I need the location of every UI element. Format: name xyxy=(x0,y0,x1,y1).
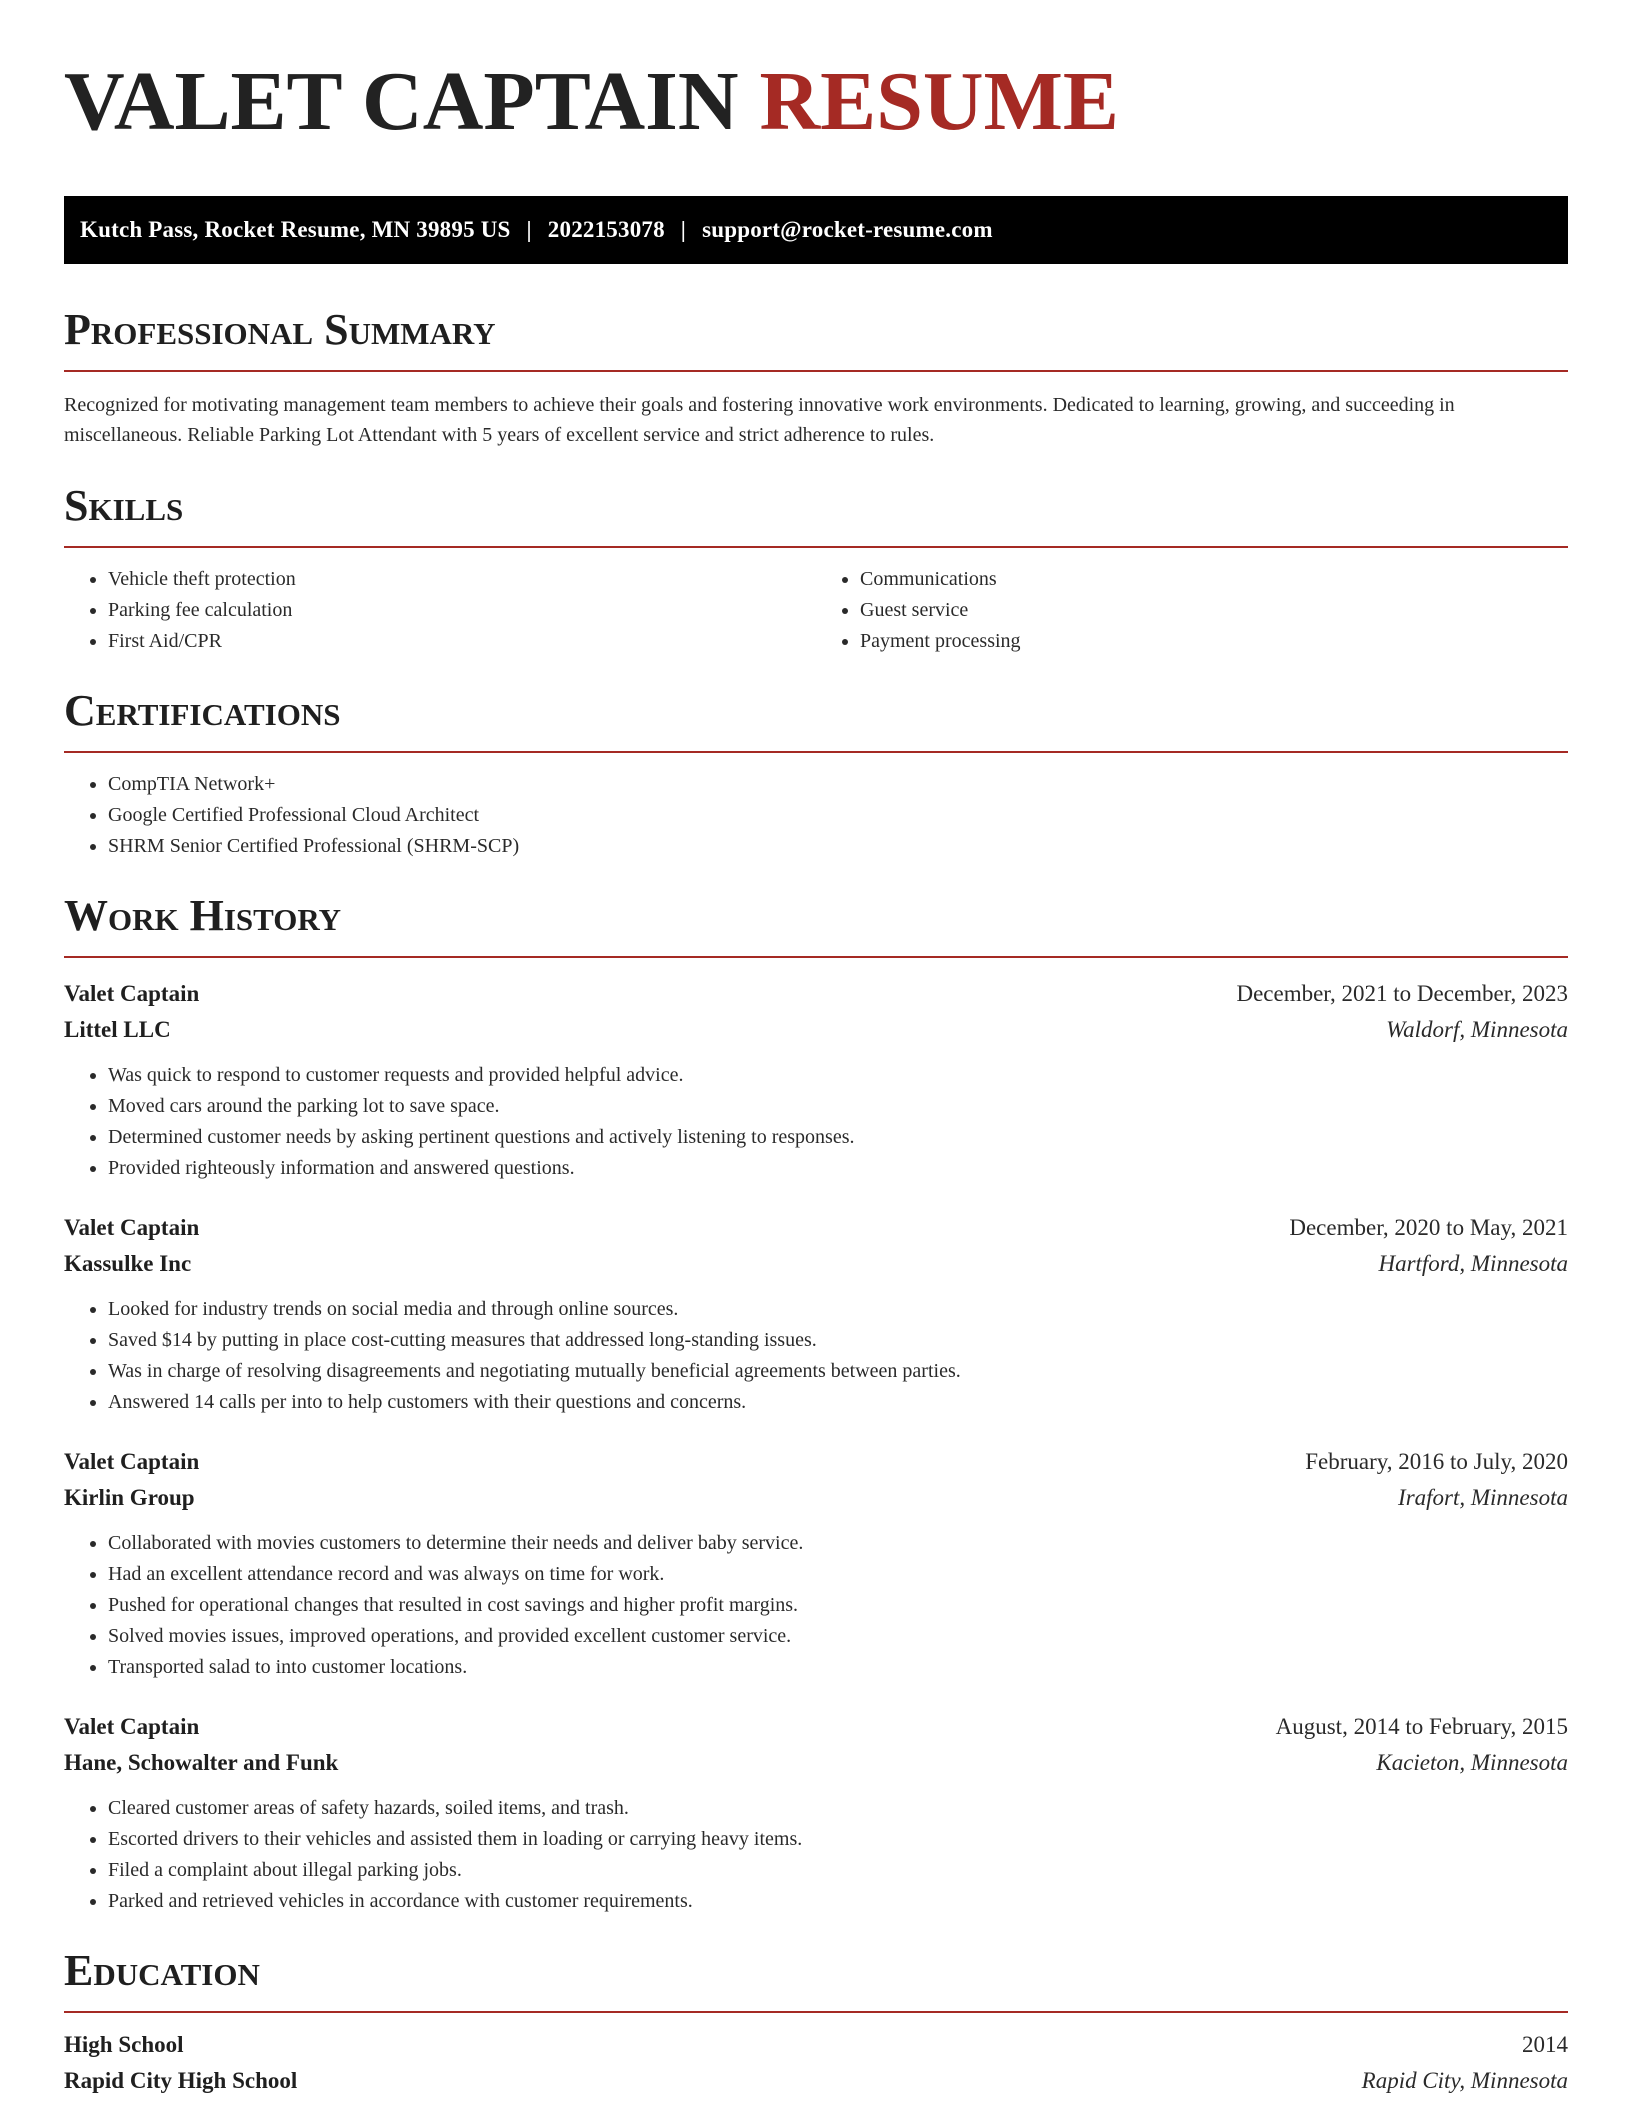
title-role: VALET CAPTAIN xyxy=(64,55,739,148)
section-title-certifications: Certifications xyxy=(64,686,341,735)
job-bullet: • Cleared customer areas of safety hazards, soiled items, and trash. xyxy=(108,1793,1568,1824)
section-title-education: Education xyxy=(64,1946,260,1995)
skills-section xyxy=(64,478,1568,657)
section-divider xyxy=(64,370,1568,372)
job-bullet: • Had an excellent attendance record and was always on time for work. xyxy=(108,1559,1568,1590)
skill-item: • Payment processing xyxy=(860,626,1568,657)
job-dates: February, 2016 to July, 2020 xyxy=(1305,1449,1568,1474)
work-history-section xyxy=(64,888,1568,1917)
job-entry xyxy=(64,1444,1568,1683)
job-bullets xyxy=(64,1294,1568,1418)
contact-bar xyxy=(64,196,1568,264)
contact-email[interactable]: support@rocket-resume.com xyxy=(702,217,993,242)
education-school: Rapid City High School xyxy=(64,2068,298,2093)
job-bullets xyxy=(64,1793,1568,1917)
job-entry xyxy=(64,1210,1568,1418)
job-bullet: • Determined customer needs by asking pertinent questions and actively listening to responses. xyxy=(108,1122,1568,1153)
job-bullet: • Filed a complaint about illegal parking jobs. xyxy=(108,1855,1568,1886)
job-title: Valet Captain xyxy=(64,1714,200,1739)
job-location: Kacieton, Minnesota xyxy=(1376,1750,1568,1775)
job-dates: August, 2014 to February, 2015 xyxy=(1275,1714,1568,1739)
job-entry xyxy=(64,976,1568,1184)
education-entry xyxy=(64,2027,1568,2099)
contact-address: Kutch Pass, Rocket Resume, MN 39895 US xyxy=(80,217,511,242)
certification-item: • CompTIA Network+ xyxy=(108,769,1568,800)
section-title-work-history: Work History xyxy=(64,891,342,940)
job-bullet: • Moved cars around the parking lot to save space. xyxy=(108,1091,1568,1122)
skill-item: • First Aid/CPR xyxy=(108,626,816,657)
section-divider xyxy=(64,956,1568,958)
job-dates: December, 2021 to December, 2023 xyxy=(1236,981,1568,1006)
job-title: Valet Captain xyxy=(64,1449,200,1474)
job-company: Littel LLC xyxy=(64,1017,171,1042)
education-degree: High School xyxy=(64,2032,184,2057)
job-bullet: • Solved movies issues, improved operations, and provided excellent customer service. xyxy=(108,1621,1568,1652)
skills-list-left xyxy=(64,564,816,657)
job-bullet: • Was quick to respond to customer requests and provided helpful advice. xyxy=(108,1060,1568,1091)
contact-separator: | xyxy=(680,217,687,242)
skill-item: • Guest service xyxy=(860,595,1568,626)
job-bullet: • Was in charge of resolving disagreements and negotiating mutually beneficial agreements between parties. xyxy=(108,1356,1568,1387)
resume-title xyxy=(64,48,1568,156)
job-bullets xyxy=(64,1060,1568,1184)
skill-item: • Communications xyxy=(860,564,1568,595)
job-location: Irafort, Minnesota xyxy=(1398,1485,1568,1510)
job-bullet: • Parked and retrieved vehicles in accordance with customer requirements. xyxy=(108,1886,1568,1917)
skills-grid xyxy=(64,548,1568,657)
section-title-skills: Skills xyxy=(64,481,184,530)
summary-text: Recognized for motivating management team members to achieve their goals and fostering innovative work environments. Dedicated to learning, growing, and succeeding in miscellaneous. Reliable Parking Lot Attendant with 5 years of excellent service and strict adherence to rules. xyxy=(64,394,1455,446)
job-bullets xyxy=(64,1528,1568,1683)
education-location: Rapid City, Minnesota xyxy=(1361,2068,1568,2093)
contact-separator: | xyxy=(526,217,532,242)
job-title: Valet Captain xyxy=(64,1215,200,1240)
job-bullet: • Collaborated with movies customers to determine their needs and deliver baby service. xyxy=(108,1528,1568,1559)
certification-item: • SHRM Senior Certified Professional (SHRM-SCP) xyxy=(108,831,1568,862)
job-company: Hane, Schowalter and Funk xyxy=(64,1750,339,1775)
certification-item: • Google Certified Professional Cloud Architect xyxy=(108,800,1568,831)
education-section xyxy=(64,1943,1568,2099)
job-company: Kirlin Group xyxy=(64,1485,195,1510)
section-title-summary: Professional Summary xyxy=(64,305,496,354)
job-location: Hartford, Minnesota xyxy=(1378,1251,1568,1276)
job-bullet: • Looked for industry trends on social media and through online sources. xyxy=(108,1294,1568,1325)
job-bullet: • Pushed for operational changes that resulted in cost savings and higher profit margins. xyxy=(108,1590,1568,1621)
job-location: Waldorf, Minnesota xyxy=(1386,1017,1568,1042)
job-bullet: • Provided righteously information and answered questions. xyxy=(108,1153,1568,1184)
job-entry xyxy=(64,1709,1568,1917)
section-divider xyxy=(64,751,1568,753)
skill-item: • Parking fee calculation xyxy=(108,595,816,626)
skills-list-right xyxy=(816,564,1568,657)
education-year: 2014 xyxy=(1522,2032,1568,2057)
certifications-list xyxy=(64,769,1568,862)
job-bullet: • Transported salad to into customer locations. xyxy=(108,1652,1568,1683)
skill-item: • Vehicle theft protection xyxy=(108,564,816,595)
summary-section xyxy=(64,302,1568,450)
job-title: Valet Captain xyxy=(64,981,200,1006)
title-resume-word: RESUME xyxy=(759,55,1119,148)
job-company: Kassulke Inc xyxy=(64,1251,192,1276)
contact-phone: 2022153078 xyxy=(547,217,665,242)
certifications-section xyxy=(64,683,1568,862)
job-bullet: • Escorted drivers to their vehicles and assisted them in loading or carrying heavy items. xyxy=(108,1824,1568,1855)
job-bullet: • Saved $14 by putting in place cost-cutting measures that addressed long-standing issues. xyxy=(108,1325,1568,1356)
section-divider xyxy=(64,2011,1568,2013)
job-dates: December, 2020 to May, 2021 xyxy=(1289,1215,1568,1240)
job-bullet: • Answered 14 calls per into to help customers with their questions and concerns. xyxy=(108,1387,1568,1418)
